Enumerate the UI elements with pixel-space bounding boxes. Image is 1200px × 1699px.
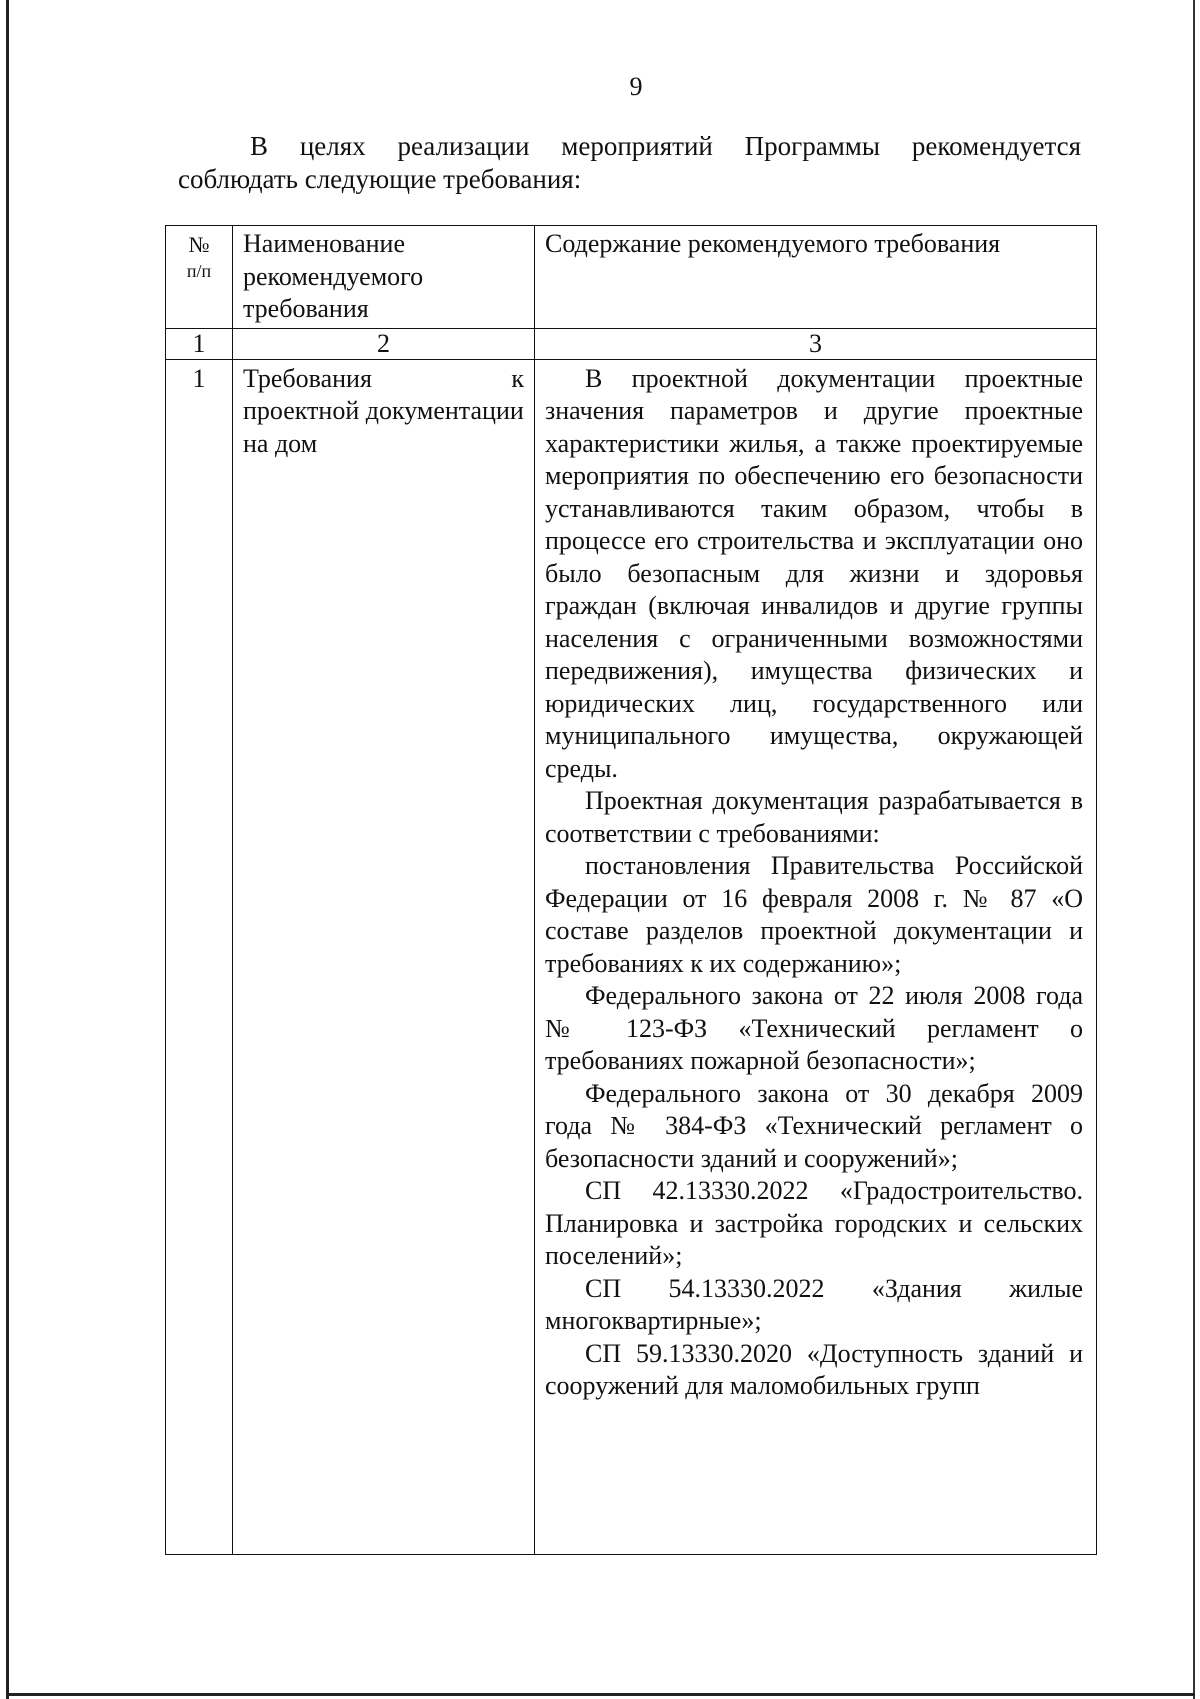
- intro-line-1: В целях реализации мероприятий Программы рекомендуется: [250, 131, 1081, 161]
- requirement-name-first-line: Требования к: [243, 363, 524, 393]
- header-name-cell: Наименование рекомендуемого требования: [233, 226, 535, 329]
- content-paragraph: постановления Правительства Российской Федерации от 16 февраля 2008 г. № 87 «О составе разделов проектной документации и требованиях к их содержанию»;: [545, 851, 1083, 978]
- requirement-content: [535, 359, 1097, 1554]
- row-number: 1: [166, 359, 233, 1554]
- table-header-row: [166, 226, 1097, 329]
- column-index-1: 1: [166, 328, 233, 359]
- header-number-abbr: п/п: [186, 261, 212, 281]
- requirement-name-rest: проектной документации на дом: [243, 396, 524, 458]
- header-content-cell: Содержание рекомендуемого требования: [535, 226, 1097, 329]
- content-paragraph: СП 42.13330.2022 «Градостроительство. Планировка и застройка городских и сельских поселений»;: [545, 1176, 1083, 1270]
- page-number: 9: [629, 72, 643, 101]
- intro-line-2: соблюдать следующие требования:: [178, 164, 582, 194]
- content-paragraph: В проектной документации проектные значения параметров и другие проектные характеристики жилья, а также проектируемые мероприятия по обеспечению его безопасности устанавливаются таким образом, чтобы в процессе его строительства и эксплуатации оно было безопасным для жизни и здоровья граждан (включая инвалидов и другие группы населения с ограниченными возможностями передвижения), имущества физических и юридических лиц, государственного или муниципального имущества, окружающей среды.: [545, 363, 1083, 783]
- content-paragraph: Федерального закона от 22 июля 2008 года № 123-ФЗ «Технический регламент о требованиях пожарной безопасности»;: [545, 981, 1083, 1075]
- content-paragraph: Федерального закона от 30 декабря 2009 года № 384-ФЗ «Технический регламент о безопасности зданий и сооружений»;: [545, 1078, 1083, 1173]
- column-index-2: 2: [233, 328, 535, 359]
- scan-border-right: [1193, 0, 1195, 1699]
- column-index-3: 3: [535, 328, 1097, 359]
- content-paragraph: Проектная документация разрабатывается в соответствии с требованиями:: [545, 786, 1083, 848]
- scan-border-left: [6, 0, 9, 1699]
- scan-border-bottom: [6, 1693, 1195, 1696]
- requirement-name: [233, 359, 535, 1554]
- table-row: [166, 359, 1097, 1554]
- column-index-row: [166, 328, 1097, 359]
- header-number-cell: [166, 226, 233, 329]
- intro-paragraph: [178, 130, 1081, 196]
- content-paragraph: СП 54.13330.2022 «Здания жилые многоквартирные»;: [545, 1273, 1083, 1335]
- requirements-table: [165, 225, 1097, 1555]
- header-number-symbol: №: [188, 232, 210, 257]
- content-paragraph: СП 59.13330.2020 «Доступность зданий и сооружений для маломобильных групп: [545, 1338, 1083, 1400]
